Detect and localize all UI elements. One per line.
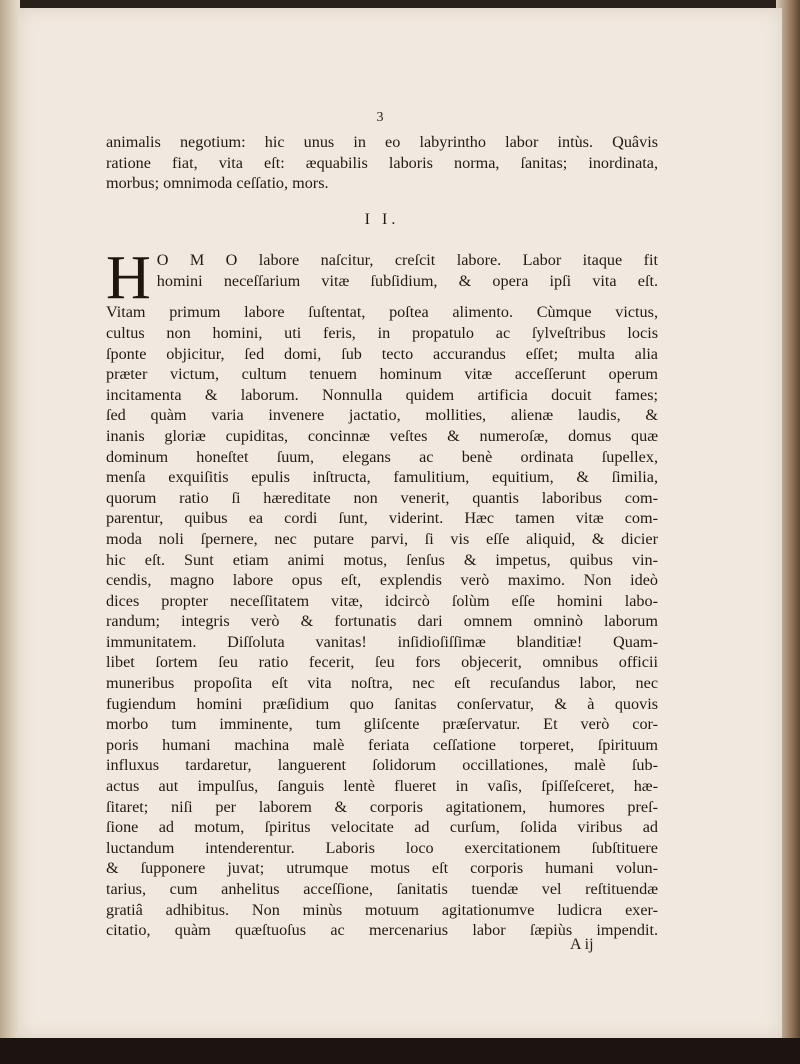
paragraph-2 [106, 244, 658, 940]
signature-mark: A ij [570, 936, 594, 953]
paragraph-1 [106, 132, 658, 194]
text-line: gratiâ adhibitus. Non minùs motuum agitationumve ludicra exer- [106, 900, 658, 919]
text-line: animalis negotium: hic unus in eo labyrintho labor intùs. Quâvis [106, 133, 658, 151]
text-line: menſa exquiſitis epulis inſtructa, famulitium, equitium, & ſimilia, [106, 468, 658, 487]
text-line: randum; integris verò & fortunatis dari omnem omninò laborum [106, 612, 658, 631]
text-line: libet ſortem ſeu ratio fecerit, ſeu fors objecerit, omnibus officii [106, 653, 658, 672]
text-line: muneribus propoſita eſt vita noſtra, nec eſt recuſandus labor, nec [106, 674, 658, 693]
text-line: influxus tardaretur, languerent ſolidorum occillationes, malè ſub- [106, 756, 658, 775]
text-line: hic eſt. Sunt etiam animi motus, ſenſus & impetus, quibus vin- [106, 550, 658, 569]
text-line: luctandum intenderentur. Laboris loco exercitationem ſubſtituere [106, 838, 658, 857]
page-number: 3 [376, 110, 384, 125]
text-block [106, 132, 658, 941]
text-line: morbo tum imminente, tum gliſcente præſervatur. Et verò cor- [106, 715, 658, 734]
text-line: quorum ratio ſi hæreditate non venerit, quantis laboribus com- [106, 488, 658, 507]
text-line: ſponte objicitur, ſed domi, ſub tecto accurandus eſſet; multa alia [106, 344, 658, 363]
section-numeral: I I. [364, 210, 400, 228]
scan-bottom-band [0, 1038, 800, 1064]
text-line: ſitaret; niſi per laborem & corporis agitationem, humores preſ- [106, 797, 658, 816]
text-line: incitamenta & laborum. Nonnulla quidem artificia docuit fames; [106, 385, 658, 404]
text-line: præter victum, cultum tenuem hominum vitæ acceſſerunt operum [106, 365, 658, 384]
text-line: parentur, quibus ea cordi ſunt, viderint. Hæc tamen vitæ com- [106, 509, 658, 528]
text-line: fugiendum homini præſidium quo ſanitas conſervatur, & à quovis [106, 694, 658, 713]
text-line: dices propter neceſſitatem vitæ, idcircò ſolùm eſſe homini labo- [106, 591, 658, 610]
text-line: homini neceſſarium vitæ ſubſidium, & opera ipſi vita eſt. [156, 271, 658, 290]
text-line: tarius, cum anhelitus acceſſione, ſanitatis tuendæ vel reſtituendæ [106, 880, 658, 898]
drop-cap: H [106, 244, 151, 313]
page-sheet [18, 8, 782, 1038]
text-line: dominum honeſtet ſuum, elegans ac benè ordinata ſupellex, [106, 447, 658, 466]
text-line: ratione fiat, vita eſt: æquabilis laboris norma, ſanitas; inordinata, [106, 153, 658, 172]
text-line: morbus; omnimoda ceſſatio, mors. [106, 174, 329, 193]
text-line: cendis, magno labore opus eſt, explendis verò maximo. Non ideò [106, 571, 658, 590]
text-line: cultus non homini, uti feris, in propatulo ac ſylveſtribus locis [106, 323, 658, 342]
text-line: inanis gloriæ cupiditas, concinnæ veſtes & numeroſæ, domus quæ [106, 426, 658, 445]
text-line: & ſupponere juvat; utrumque motus eſt corporis humani volun- [106, 859, 658, 878]
text-line: actus aut impulſus, ſanguis lentè flueret in vaſis, ſpiſſeſceret, hæ- [106, 777, 658, 796]
text-line: citatio, quàm quæſtuoſus ac mercenarius labor ſæpiùs impendit. [106, 921, 658, 940]
text-line: poris humani machina malè feriata ceſſatione torperet, ſpirituum [106, 735, 658, 754]
text-line: moda noli ſpernere, nec putare parvi, ſi vis eſſe aliquid, & dicier [106, 529, 658, 548]
left-page-edge [0, 0, 20, 1040]
text-line: O M O labore naſcitur, creſcit labore. Labor itaque fit [156, 251, 658, 270]
text-line: ſed quàm varia invenere jactatio, mollities, alienæ laudis, & [106, 406, 658, 425]
text-line: Vitam primum labore ſuſtentat, poſtea alimento. Cùmque victus, [106, 303, 658, 322]
text-line: immunitatem. Diſſoluta vanitas! inſidioſiſſimæ blanditiæ! Quam- [106, 632, 658, 651]
text-line: ſione ad motum, ſpiritus velocitate ad curſum, ſolida viribus ad [106, 818, 658, 837]
